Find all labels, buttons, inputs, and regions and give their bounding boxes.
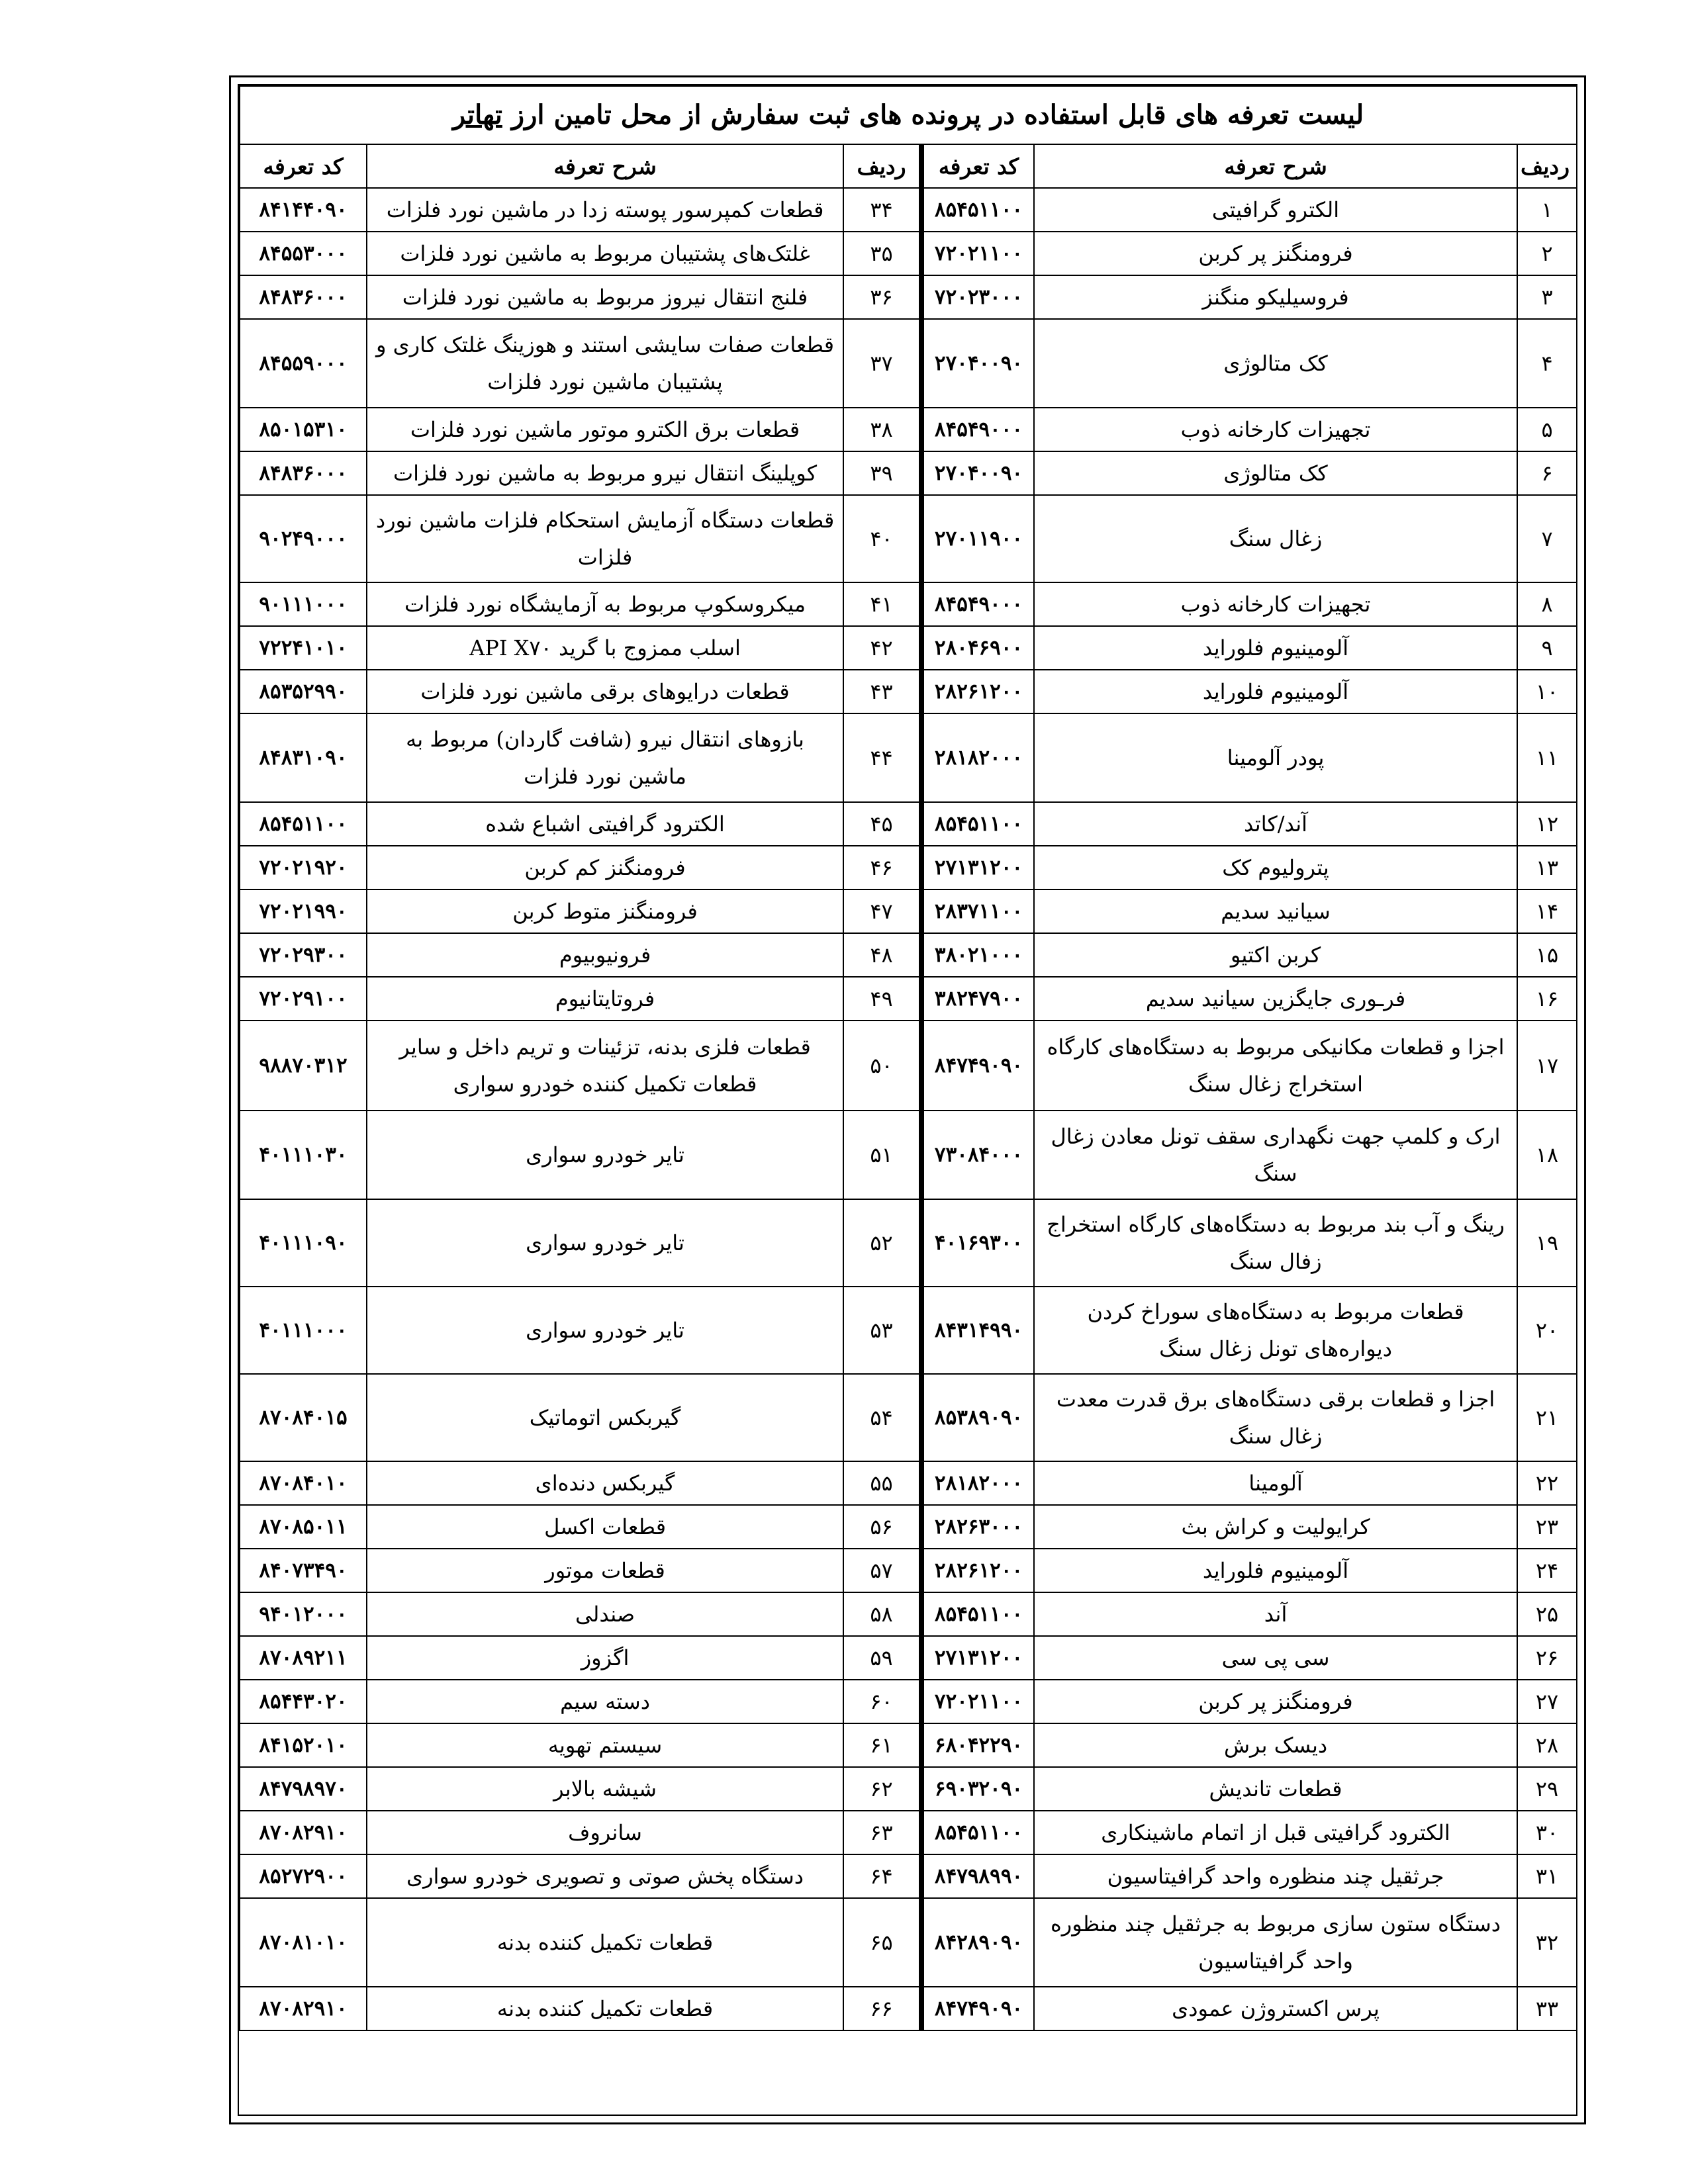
table-row [240, 188, 1577, 232]
tariff-description: فرومنگنز پر کربن [1034, 1680, 1517, 1723]
tariff-code: ۸۴۸۳۱۰۹۰ [240, 713, 367, 802]
tariff-code: ۸۵۴۵۱۱۰۰ [240, 802, 367, 846]
row-number: ۳۱ [1517, 1854, 1577, 1898]
tariff-code: ۷۲۲۴۱۰۱۰ [240, 626, 367, 670]
tariff-code: ۴۰۱۱۱۰۰۰ [240, 1287, 367, 1374]
tariff-code: ۲۸۰۴۶۹۰۰ [921, 626, 1034, 670]
header-code-right: کد تعرفه [921, 144, 1034, 188]
tariff-description: فروتایتانیوم [367, 977, 843, 1021]
row-number: ۳۶ [843, 275, 921, 319]
row-number: ۱۷ [1517, 1021, 1577, 1111]
tariff-description: زغال سنگ [1034, 495, 1517, 582]
tariff-description: جرثقیل چند منظوره واحد گرافیتاسیون [1034, 1854, 1517, 1898]
row-number: ۴۶ [843, 846, 921, 889]
table-row [240, 1374, 1577, 1461]
row-number: ۱۵ [1517, 933, 1577, 977]
table-row [240, 408, 1577, 451]
tariff-code: ۸۵۰۱۵۳۱۰ [240, 408, 367, 451]
tariff-description: دستگاه ستون سازی مربوط به جرثقیل چند منظوره واحد گرافیتاسیون [1034, 1898, 1517, 1987]
table-row [240, 1767, 1577, 1811]
tariff-code: ۲۸۲۶۳۰۰۰ [921, 1505, 1034, 1549]
tariff-description: سانروف [367, 1811, 843, 1854]
row-number: ۳ [1517, 275, 1577, 319]
tariff-code: ۲۸۲۶۱۲۰۰ [921, 670, 1034, 713]
table-row [240, 1461, 1577, 1505]
tariff-code: ۹۰۲۴۹۰۰۰ [240, 495, 367, 582]
tariff-code: ۴۰۱۱۱۰۹۰ [240, 1199, 367, 1287]
tariff-code: ۸۴۷۴۹۰۹۰ [921, 1987, 1034, 2030]
row-number: ۶۵ [843, 1898, 921, 1987]
table-row [240, 1287, 1577, 1374]
table-row [240, 582, 1577, 626]
tariff-code: ۸۴۱۴۴۰۹۰ [240, 188, 367, 232]
tariff-description: سی پی سی [1034, 1636, 1517, 1680]
table-row [240, 1680, 1577, 1723]
tariff-code: ۸۷۰۸۹۲۱۱ [240, 1636, 367, 1680]
row-number: ۵۳ [843, 1287, 921, 1374]
tariff-code: ۴۰۱۱۱۰۳۰ [240, 1111, 367, 1199]
row-number: ۲۵ [1517, 1592, 1577, 1636]
row-number: ۲۹ [1517, 1767, 1577, 1811]
tariff-description: پودر آلومینا [1034, 713, 1517, 802]
row-number: ۴۹ [843, 977, 921, 1021]
tariff-code: ۸۴۱۵۲۰۱۰ [240, 1723, 367, 1767]
tariff-description: قطعات درایوهای برقی ماشین نورد فلزات [367, 670, 843, 713]
tariff-code: ۲۷۱۳۱۲۰۰ [921, 1636, 1034, 1680]
tariff-code: ۶۹۰۳۲۰۹۰ [921, 1767, 1034, 1811]
tariff-description: قطعات تاندیش [1034, 1767, 1517, 1811]
header-row [240, 144, 1577, 188]
row-number: ۴۳ [843, 670, 921, 713]
row-number: ۱۴ [1517, 889, 1577, 933]
row-number: ۱۶ [1517, 977, 1577, 1021]
row-number: ۲ [1517, 232, 1577, 275]
tariff-code: ۷۲۰۲۱۱۰۰ [921, 1680, 1034, 1723]
tariff-description: الکترود گرافیتی قبل از اتمام ماشینکاری [1034, 1811, 1517, 1854]
row-number: ۴۱ [843, 582, 921, 626]
row-number: ۱۸ [1517, 1111, 1577, 1199]
tariff-description: قطعات اکسل [367, 1505, 843, 1549]
table-row [240, 319, 1577, 408]
row-number: ۵۶ [843, 1505, 921, 1549]
tariff-code: ۲۷۰۴۰۰۹۰ [921, 451, 1034, 495]
tariff-code: ۸۷۰۸۲۹۱۰ [240, 1987, 367, 2030]
table-row [240, 275, 1577, 319]
tariff-description: آلومینیوم فلوراید [1034, 670, 1517, 713]
tariff-code: ۸۵۴۴۳۰۲۰ [240, 1680, 367, 1723]
row-number: ۳۹ [843, 451, 921, 495]
tariff-code: ۸۴۰۷۳۴۹۰ [240, 1549, 367, 1592]
tariff-code: ۲۷۰۴۰۰۹۰ [921, 319, 1034, 408]
table-row [240, 933, 1577, 977]
table-row [240, 1505, 1577, 1549]
row-number: ۲۴ [1517, 1549, 1577, 1592]
row-number: ۶۱ [843, 1723, 921, 1767]
header-row-number-left: ردیف [843, 144, 921, 188]
row-number: ۴۰ [843, 495, 921, 582]
tariff-description: کک متالوژی [1034, 451, 1517, 495]
table-row [240, 1987, 1577, 2030]
tariff-code: ۳۸۲۴۷۹۰۰ [921, 977, 1034, 1021]
tariff-description: میکروسکوپ مربوط به آزمایشگاه نورد فلزات [367, 582, 843, 626]
tariff-description: کوپلینگ انتقال نیرو مربوط به ماشین نورد فلزات [367, 451, 843, 495]
tariff-code: ۸۴۸۳۶۰۰۰ [240, 275, 367, 319]
tariff-description: قطعات فلزی بدنه، تزئینات و تریم داخل و سایر قطعات تکمیل کننده خودرو سواری [367, 1021, 843, 1111]
tariff-code: ۸۴۳۱۴۹۹۰ [921, 1287, 1034, 1374]
tariff-description: آلومینیوم فلوراید [1034, 1549, 1517, 1592]
table-row [240, 1549, 1577, 1592]
row-number: ۳۵ [843, 232, 921, 275]
tariff-code: ۳۸۰۲۱۰۰۰ [921, 933, 1034, 977]
tariff-code: ۸۴۷۹۸۹۷۰ [240, 1767, 367, 1811]
title-emphasis: تهاتر [452, 99, 502, 130]
tariff-code: ۹۴۰۱۲۰۰۰ [240, 1592, 367, 1636]
tariff-description: اگزوز [367, 1636, 843, 1680]
row-number: ۶۰ [843, 1680, 921, 1723]
tariff-code: ۷۳۰۸۴۰۰۰ [921, 1111, 1034, 1199]
tariff-description: فرومنگنز کم کربن [367, 846, 843, 889]
row-number: ۶۴ [843, 1854, 921, 1898]
tariff-description: فرونیوبیوم [367, 933, 843, 977]
table-row [240, 1199, 1577, 1287]
row-number: ۱۱ [1517, 713, 1577, 802]
row-number: ۴ [1517, 319, 1577, 408]
tariff-code: ۴۰۱۶۹۳۰۰ [921, 1199, 1034, 1287]
tariff-code: ۲۸۱۸۲۰۰۰ [921, 1461, 1034, 1505]
tariff-description: دسته سیم [367, 1680, 843, 1723]
table-row [240, 713, 1577, 802]
tariff-code: ۸۵۳۸۹۰۹۰ [921, 1374, 1034, 1461]
row-number: ۵۹ [843, 1636, 921, 1680]
tariff-code: ۸۵۴۵۱۱۰۰ [921, 188, 1034, 232]
table-row [240, 670, 1577, 713]
row-number: ۱۳ [1517, 846, 1577, 889]
tariff-code: ۲۸۱۸۲۰۰۰ [921, 713, 1034, 802]
row-number: ۲۲ [1517, 1461, 1577, 1505]
title-row [240, 86, 1577, 144]
row-number: ۵۲ [843, 1199, 921, 1287]
tariff-description: تایر خودرو سواری [367, 1111, 843, 1199]
row-number: ۲۳ [1517, 1505, 1577, 1549]
table-row [240, 1723, 1577, 1767]
tariff-code: ۲۸۲۶۱۲۰۰ [921, 1549, 1034, 1592]
tariff-description: قطعات دستگاه آزمایش استحکام فلزات ماشین نورد فلزات [367, 495, 843, 582]
tariff-description: ارک و کلمپ جهت نگهداری سقف تونل معادن زغال سنگ [1034, 1111, 1517, 1199]
table-row [240, 889, 1577, 933]
tariff-description: آند [1034, 1592, 1517, 1636]
row-number: ۳۸ [843, 408, 921, 451]
header-code-left: کد تعرفه [240, 144, 367, 188]
tariff-code: ۷۲۰۲۹۱۰۰ [240, 977, 367, 1021]
page-title [240, 86, 1577, 144]
table-row [240, 802, 1577, 846]
tariff-code: ۸۴۵۴۹۰۰۰ [921, 408, 1034, 451]
row-number: ۳۲ [1517, 1898, 1577, 1987]
row-number: ۵۱ [843, 1111, 921, 1199]
header-description-left: شرح تعرفه [367, 144, 843, 188]
tariff-description: تجهیزات کارخانه ذوب [1034, 582, 1517, 626]
row-number: ۵ [1517, 408, 1577, 451]
row-number: ۶۶ [843, 1987, 921, 2030]
row-number: ۵۴ [843, 1374, 921, 1461]
table-container [238, 84, 1577, 2116]
table-row [240, 1021, 1577, 1111]
row-number: ۱۹ [1517, 1199, 1577, 1287]
tariff-code: ۸۴۵۵۳۰۰۰ [240, 232, 367, 275]
tariff-code: ۸۷۰۸۴۰۱۵ [240, 1374, 367, 1461]
tariff-description: کرایولیت و کراش بث [1034, 1505, 1517, 1549]
tariff-description: بازوهای انتقال نیرو (شافت گاردان) مربوط به ماشین نورد فلزات [367, 713, 843, 802]
row-number: ۳۰ [1517, 1811, 1577, 1854]
tariff-description: تایر خودرو سواری [367, 1287, 843, 1374]
tariff-description: قطعات موتور [367, 1549, 843, 1592]
table-row [240, 232, 1577, 275]
row-number: ۴۲ [843, 626, 921, 670]
tariff-code: ۸۷۰۸۱۰۱۰ [240, 1898, 367, 1987]
tariff-description: الکترو گرافیتی [1034, 188, 1517, 232]
tariff-description: فرومنگنز متوط کربن [367, 889, 843, 933]
tariff-code: ۷۲۰۲۹۳۰۰ [240, 933, 367, 977]
tariff-code: ۸۵۲۷۲۹۰۰ [240, 1854, 367, 1898]
tariff-description: سیستم تهویه [367, 1723, 843, 1767]
row-number: ۷ [1517, 495, 1577, 582]
table-row [240, 495, 1577, 582]
tariff-description: آند/کاتد [1034, 802, 1517, 846]
title-text: لیست تعرفه های قابل استفاده در پرونده های ثبت سفارش از محل تامین ارز [511, 99, 1364, 130]
tariff-description: قطعات مربوط به دستگاه‌های سوراخ کردن دیواره‌های تونل زغال سنگ [1034, 1287, 1517, 1374]
row-number: ۹ [1517, 626, 1577, 670]
tariff-table [239, 85, 1577, 2031]
table-row [240, 451, 1577, 495]
row-number: ۳۷ [843, 319, 921, 408]
tariff-description: غلتک‌های پشتیبان مربوط به ماشین نورد فلزات [367, 232, 843, 275]
tariff-code: ۸۴۷۴۹۰۹۰ [921, 1021, 1034, 1111]
tariff-code: ۸۴۵۴۹۰۰۰ [921, 582, 1034, 626]
tariff-description: رینگ و آب بند مربوط به دستگاه‌های کارگاه استخراج زفال سنگ [1034, 1199, 1517, 1287]
tariff-description: صندلی [367, 1592, 843, 1636]
tariff-code: ۷۲۰۲۱۹۲۰ [240, 846, 367, 889]
tariff-code: ۸۵۴۵۱۱۰۰ [921, 802, 1034, 846]
row-number: ۵۵ [843, 1461, 921, 1505]
tariff-code: ۲۷۱۳۱۲۰۰ [921, 846, 1034, 889]
table-row [240, 1592, 1577, 1636]
table-row [240, 1854, 1577, 1898]
row-number: ۳۴ [843, 188, 921, 232]
tariff-description: کک متالوژی [1034, 319, 1517, 408]
row-number: ۴۷ [843, 889, 921, 933]
row-number: ۲۱ [1517, 1374, 1577, 1461]
tariff-description: گیربکس اتوماتیک [367, 1374, 843, 1461]
tariff-code: ۸۵۴۵۱۱۰۰ [921, 1811, 1034, 1854]
tariff-code: ۸۵۴۵۱۱۰۰ [921, 1592, 1034, 1636]
row-number: ۴۴ [843, 713, 921, 802]
row-number: ۱۲ [1517, 802, 1577, 846]
tariff-description: آلومینیوم فلوراید [1034, 626, 1517, 670]
tariff-description: قطعات صفات سایشی استند و هوزینگ غلتک کاری و پشتیبان ماشین نورد فلزات [367, 319, 843, 408]
tariff-description: فروسیلیکو منگنز [1034, 275, 1517, 319]
tariff-description: آلومینا [1034, 1461, 1517, 1505]
row-number: ۲۰ [1517, 1287, 1577, 1374]
tariff-description: پترولیوم کک [1034, 846, 1517, 889]
tariff-code: ۸۷۰۸۵۰۱۱ [240, 1505, 367, 1549]
tariff-code: ۸۴۵۵۹۰۰۰ [240, 319, 367, 408]
table-row [240, 1636, 1577, 1680]
row-number: ۵۰ [843, 1021, 921, 1111]
table-row [240, 1111, 1577, 1199]
row-number: ۱۰ [1517, 670, 1577, 713]
tariff-description: فرومنگنز پر کربن [1034, 232, 1517, 275]
tariff-code: ۸۴۲۸۹۰۹۰ [921, 1898, 1034, 1987]
tariff-description: فرـوری جایگزین سیانید سدیم [1034, 977, 1517, 1021]
header-description-right: شرح تعرفه [1034, 144, 1517, 188]
tariff-code: ۸۷۰۸۲۹۱۰ [240, 1811, 367, 1854]
tariff-code: ۸۴۸۳۶۰۰۰ [240, 451, 367, 495]
header-row-number-right: ردیف [1517, 144, 1577, 188]
tariff-description: اجزا و قطعات برقی دستگاه‌های برق قدرت معدت زغال سنگ [1034, 1374, 1517, 1461]
table-row [240, 626, 1577, 670]
tariff-description: الکترود گرافیتی اشباع شده [367, 802, 843, 846]
tariff-description: قطعات تکمیل کننده بدنه [367, 1987, 843, 2030]
tariff-description: قطعات تکمیل کننده بدنه [367, 1898, 843, 1987]
row-number: ۵۷ [843, 1549, 921, 1592]
row-number: ۲۷ [1517, 1680, 1577, 1723]
tariff-description: دیسک برش [1034, 1723, 1517, 1767]
tariff-description: فلنج انتقال نیروز مربوط به ماشین نورد فلزات [367, 275, 843, 319]
tariff-description: قطعات کمپرسور پوسته زدا در ماشین نورد فلزات [367, 188, 843, 232]
tariff-code: ۸۵۳۵۲۹۹۰ [240, 670, 367, 713]
tariff-code: ۷۲۰۲۱۹۹۰ [240, 889, 367, 933]
tariff-description: سیانید سدیم [1034, 889, 1517, 933]
tariff-code: ۹۰۱۱۱۰۰۰ [240, 582, 367, 626]
tariff-code: ۲۷۰۱۱۹۰۰ [921, 495, 1034, 582]
tariff-description: تجهیزات کارخانه ذوب [1034, 408, 1517, 451]
tariff-code: ۶۸۰۴۲۲۹۰ [921, 1723, 1034, 1767]
table-row [240, 1898, 1577, 1987]
row-number: ۸ [1517, 582, 1577, 626]
row-number: ۶ [1517, 451, 1577, 495]
tariff-code: ۷۲۰۲۳۰۰۰ [921, 275, 1034, 319]
tariff-description: شیشه بالابر [367, 1767, 843, 1811]
tariff-description: کربن اکتیو [1034, 933, 1517, 977]
row-number: ۲۶ [1517, 1636, 1577, 1680]
row-number: ۶۲ [843, 1767, 921, 1811]
tariff-code: ۸۴۷۹۸۹۹۰ [921, 1854, 1034, 1898]
tariff-code: ۲۸۳۷۱۱۰۰ [921, 889, 1034, 933]
row-number: ۲۸ [1517, 1723, 1577, 1767]
tariff-description: تایر خودرو سواری [367, 1199, 843, 1287]
page-frame [229, 75, 1586, 2124]
tariff-code: ۹۸۸۷۰۳۱۲ [240, 1021, 367, 1111]
tariff-description: اسلب ممزوج با گرید API X۷۰ [367, 626, 843, 670]
table-row [240, 1811, 1577, 1854]
row-number: ۴۸ [843, 933, 921, 977]
row-number: ۴۵ [843, 802, 921, 846]
table-row [240, 846, 1577, 889]
tariff-description: قطعات برق الکترو موتور ماشین نورد فلزات [367, 408, 843, 451]
tariff-description: دستگاه پخش صوتی و تصویری خودرو سواری [367, 1854, 843, 1898]
tariff-description: گیربکس دنده‌ای [367, 1461, 843, 1505]
row-number: ۵۸ [843, 1592, 921, 1636]
row-number: ۶۳ [843, 1811, 921, 1854]
tariff-code: ۷۲۰۲۱۱۰۰ [921, 232, 1034, 275]
table-row [240, 977, 1577, 1021]
tariff-description: اجزا و قطعات مکانیکی مربوط به دستگاه‌های کارگاه استخراج زغال سنگ [1034, 1021, 1517, 1111]
row-number: ۳۳ [1517, 1987, 1577, 2030]
tariff-code: ۸۷۰۸۴۰۱۰ [240, 1461, 367, 1505]
row-number: ۱ [1517, 188, 1577, 232]
tariff-description: پرس اکستروژن عمودی [1034, 1987, 1517, 2030]
